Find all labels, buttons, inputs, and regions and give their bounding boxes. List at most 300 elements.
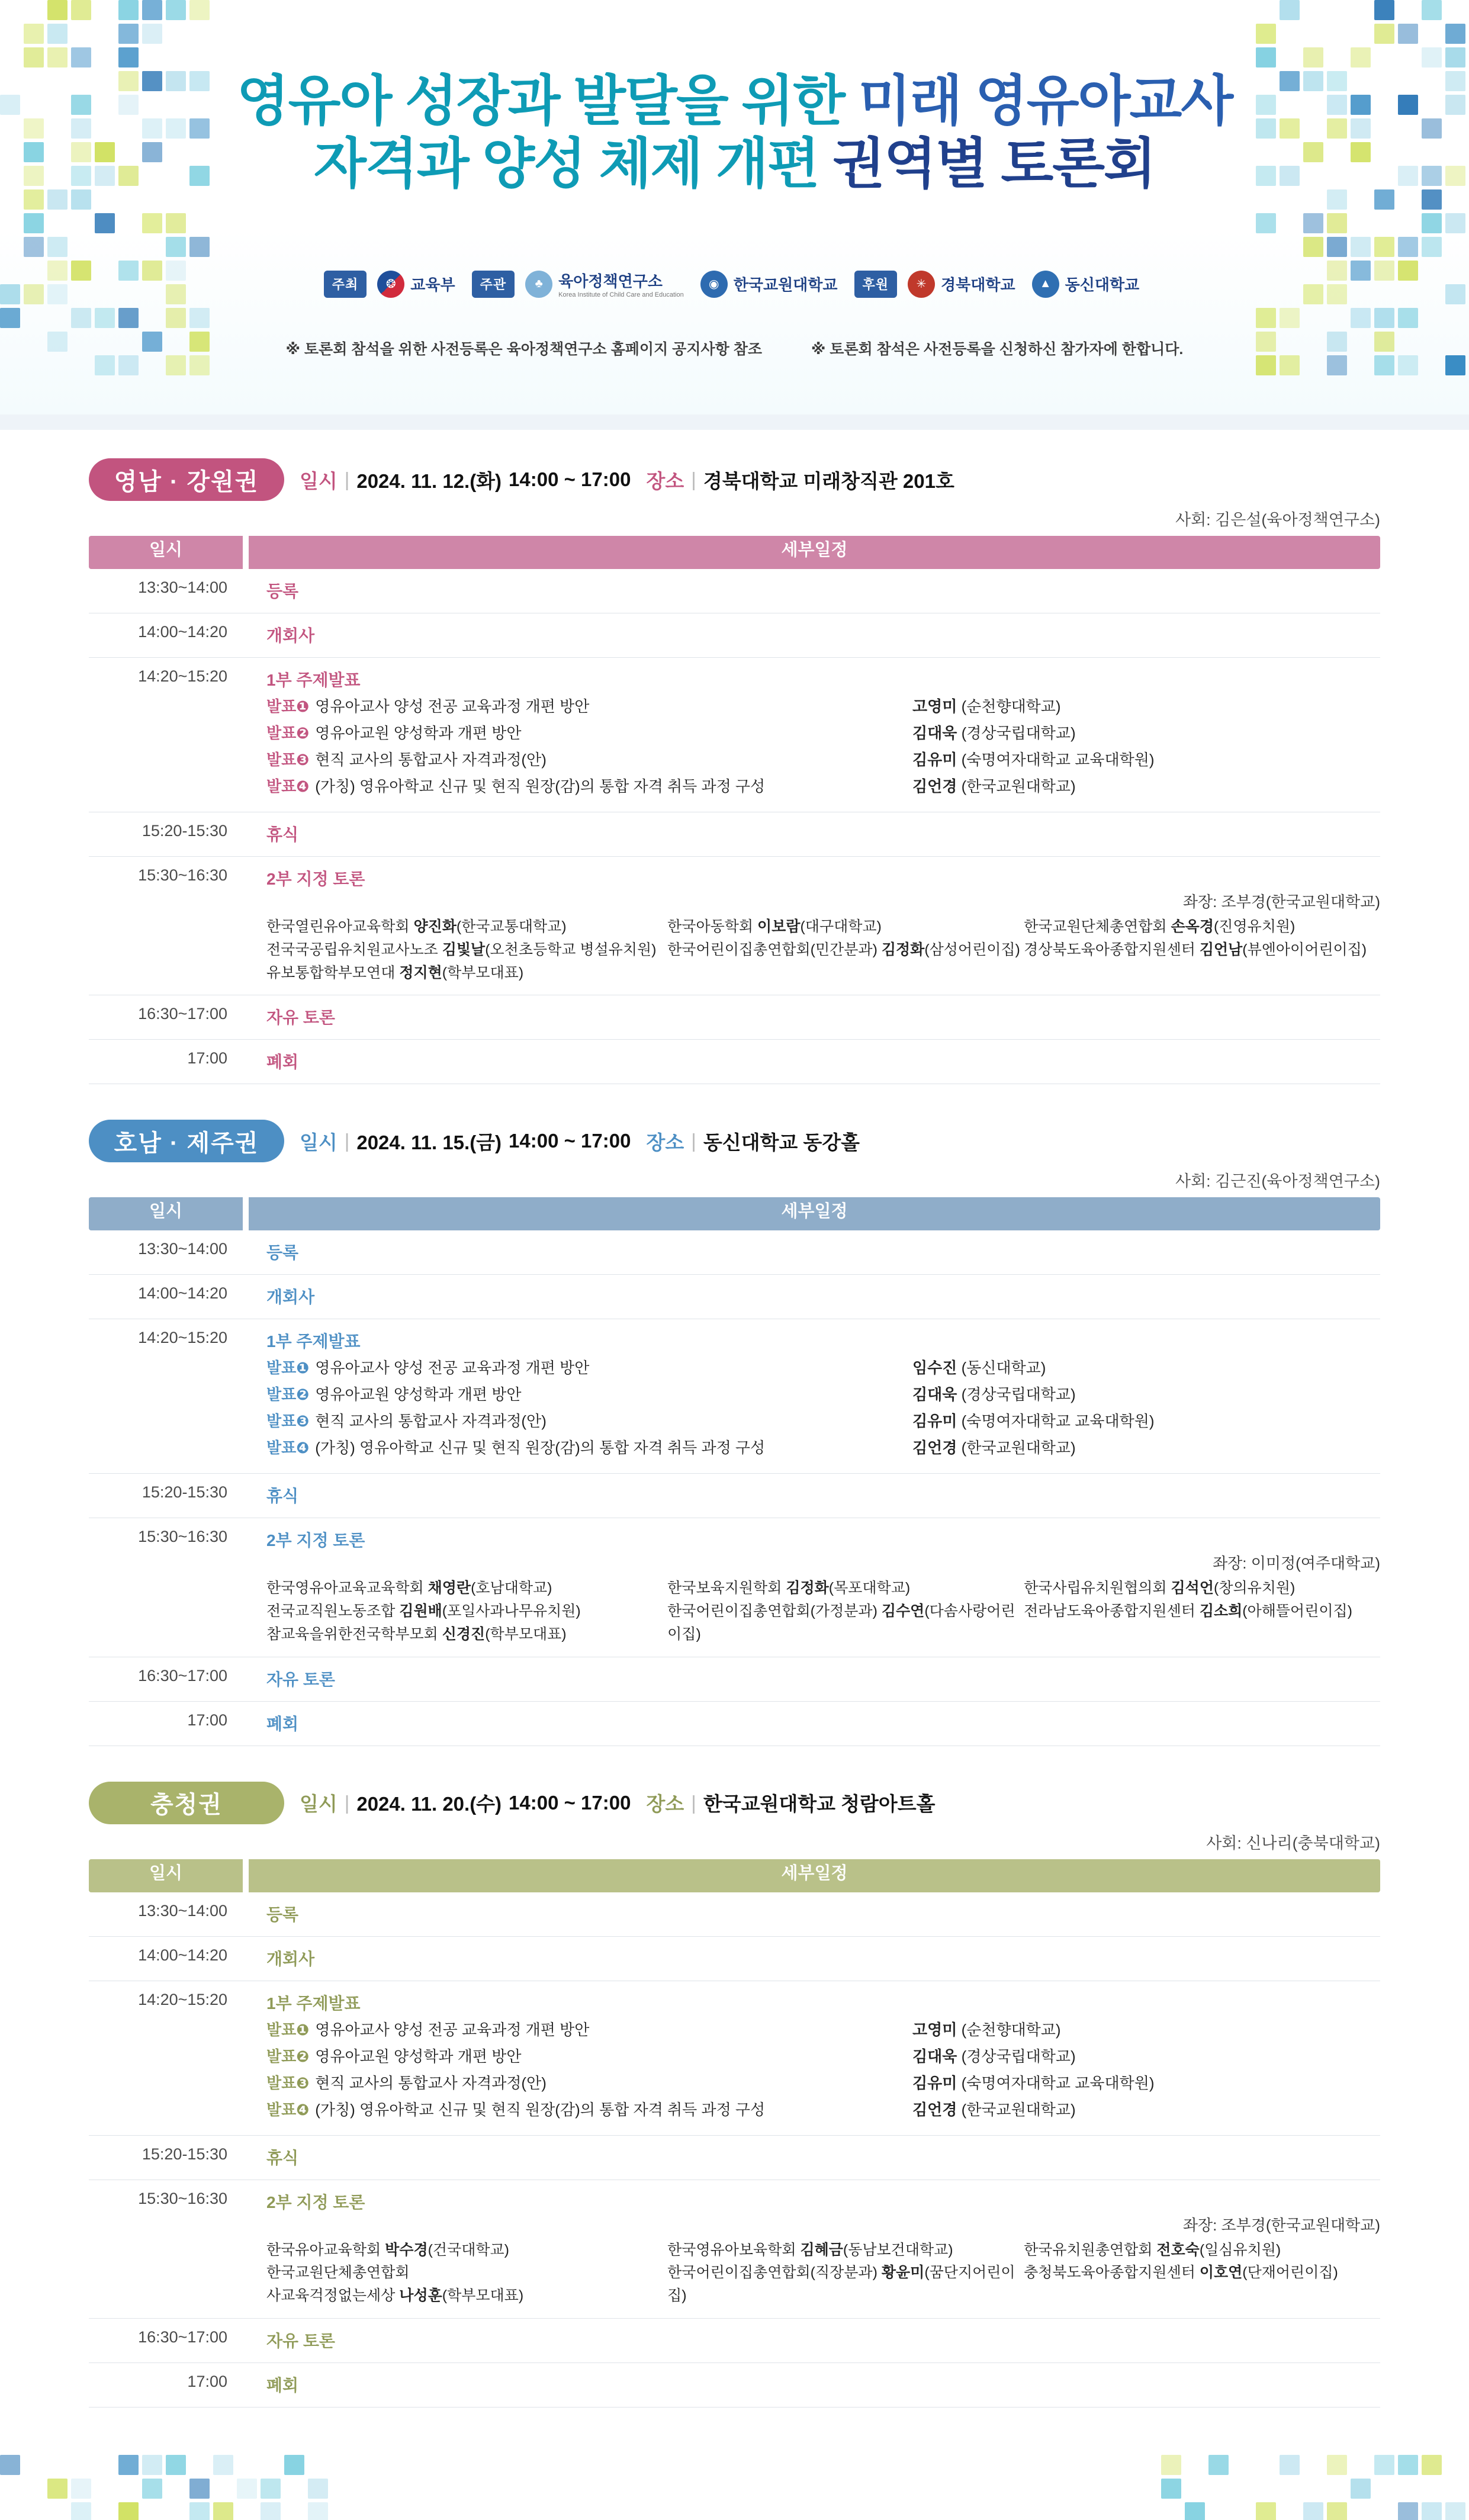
row-spacer (243, 2362, 249, 2407)
row-spacer (243, 1275, 249, 1319)
panelist-affiliation: (다솜사랑어린이집) (667, 1603, 1015, 1642)
organizer-knue (700, 271, 838, 298)
panelist-name: 김수연 (881, 1603, 925, 1619)
panelist-column (667, 915, 1024, 984)
panelist-item (266, 2261, 667, 2284)
row-time: 15:20-15:30 (89, 812, 243, 857)
row-title: 폐회 (266, 2376, 299, 2394)
talk-speaker-name: 김유미 (912, 751, 957, 769)
panelist-name: 나성훈 (399, 2287, 442, 2304)
row-detail (249, 1230, 1380, 1275)
header-cell-spacer (243, 1197, 249, 1230)
panelist-item (667, 1577, 1024, 1600)
row-time: 15:20-15:30 (89, 2135, 243, 2180)
panelist-org: 한국어린이집총연합회(민간분과) (667, 941, 882, 958)
row-detail (249, 1275, 1380, 1319)
row-spacer (243, 613, 249, 658)
knu-logo-icon: ✳ (908, 271, 935, 298)
talk-item (266, 2018, 912, 2040)
session-meta (300, 1127, 860, 1155)
page-title (0, 71, 1469, 197)
talk-speaker-name: 김언경 (912, 1439, 957, 1457)
organizer-kicce (525, 269, 684, 298)
row-detail (249, 613, 1380, 658)
talk-topic: 현직 교사의 통합교사 자격과정(안) (315, 2074, 547, 2092)
row-spacer (243, 812, 249, 857)
talk-speaker-affiliation: (경상국립대학교) (961, 724, 1076, 742)
talk-number: 발표❸ (266, 2074, 310, 2092)
table-row (89, 1936, 1380, 1981)
notice-line (0, 338, 1469, 359)
talk-speaker-row (912, 774, 1380, 796)
panelist-column (1024, 915, 1380, 984)
sponsor1-name: 경북대학교 (941, 276, 1015, 294)
talks-speakers-column (912, 2018, 1380, 2124)
panelist-name: 김언남 (1199, 941, 1243, 958)
talk-item (266, 695, 912, 716)
panelist-org: 사교육걱정없는세상 (266, 2287, 400, 2304)
row-detail (249, 2135, 1380, 2180)
table-row (89, 857, 1380, 995)
talk-speaker-affiliation: (경상국립대학교) (961, 2047, 1076, 2065)
panelist-affiliation: (뷰엔아이어린이집) (1242, 941, 1367, 958)
panelist-item (266, 1577, 667, 1600)
talk-item (266, 1436, 912, 1458)
panelist-item (667, 1600, 1024, 1646)
sponsor-label: 후원 (854, 271, 898, 298)
row-time: 16:30~17:00 (89, 995, 243, 1040)
moe-emblem-icon: ❂ (377, 271, 404, 298)
row-spacer (243, 1230, 249, 1275)
panelist-affiliation: (삼성어린이집) (924, 941, 1020, 958)
talk-item (266, 748, 912, 770)
table-row (89, 2362, 1380, 2407)
panelist-name: 김석언 (1171, 1580, 1214, 1597)
table-header-row (89, 536, 1380, 569)
meta-divider-2: | (691, 1791, 696, 1814)
talk-speaker-name: 김대욱 (912, 1386, 957, 1404)
organizer2-name: 한국교원대학교 (733, 276, 838, 294)
organizer-name-sub: Korea Institute of Child Care and Education (558, 291, 684, 298)
row-spacer (243, 2318, 249, 2362)
panelist-org: 한국유아교육학회 (266, 2241, 385, 2258)
session-moderator: 사회: 김은설(육아정책연구소) (1175, 511, 1380, 529)
panelist-org: 전국국공립유치원교사노조 (266, 941, 442, 958)
panelist-name: 채영란 (427, 1580, 471, 1597)
table-row (89, 812, 1380, 857)
row-title: 개회사 (266, 1288, 315, 1307)
region-badge: 충청권 (89, 1782, 284, 1824)
header-cell-time: 일시 (89, 536, 243, 569)
panelist-affiliation: (학부모대표) (442, 964, 524, 981)
panelist-affiliation: (진영유치원) (1213, 918, 1296, 935)
panelist-name: 김소희 (1199, 1603, 1243, 1619)
talk-speaker-affiliation: (경상국립대학교) (961, 1386, 1076, 1404)
panelist-affiliation: (목포대학교) (828, 1580, 911, 1597)
panelist-org: 참교육을위한전국학부모회 (266, 1625, 442, 1642)
meta-divider-2: | (691, 1130, 696, 1152)
table-row (89, 1319, 1380, 1474)
organizer-label: 주관 (472, 271, 515, 298)
panelist-item (266, 1600, 667, 1623)
session-meta (300, 1789, 936, 1817)
panelist-org: 한국영유아교육교육학회 (266, 1580, 428, 1597)
talk-number: 발표❹ (266, 777, 310, 795)
row-time: 14:00~14:20 (89, 1275, 243, 1319)
talk-number: 발표❶ (266, 698, 310, 715)
header-cell-detail: 세부일정 (249, 1197, 1380, 1230)
row-detail (249, 2180, 1380, 2318)
session-place: 경북대학교 미래창직관 201호 (703, 470, 954, 492)
table-row (89, 569, 1380, 613)
panelist-org: 전국교직원노동조합 (266, 1603, 400, 1619)
talk-number: 발표❶ (266, 2020, 310, 2039)
session-chair: 좌장: 이미정(여주대학교) (1213, 1554, 1380, 1573)
row-time: 17:00 (89, 1040, 243, 1084)
row-title: 1부 주제발표 (266, 1994, 361, 2013)
session-chair: 좌장: 조부경(한국교원대학교) (1182, 893, 1380, 911)
row-time: 14:00~14:20 (89, 613, 243, 658)
header-cell-spacer (243, 536, 249, 569)
row-title: 2부 지정 토론 (266, 2193, 365, 2212)
row-title: 개회사 (266, 626, 315, 645)
panelist-name: 손옥경 (1171, 918, 1214, 935)
organizer-name: 육아정책연구소 (558, 272, 663, 290)
table-row (89, 1474, 1380, 1518)
talk-topic: 영유아교사 양성 전공 교육과정 개편 방안 (315, 1359, 590, 1377)
row-detail (249, 1319, 1380, 1474)
talk-speaker-affiliation: (순천향대학교) (961, 2020, 1061, 2039)
row-title: 2부 지정 토론 (266, 870, 365, 888)
talks-topics-column (266, 1356, 912, 1462)
header-cell-time: 일시 (89, 1197, 243, 1230)
talk-speaker-affiliation: (한국교원대학교) (961, 1439, 1076, 1457)
schedule-table (89, 1859, 1380, 2408)
talk-speaker-row (912, 1436, 1380, 1458)
panelist-item (1024, 2239, 1380, 2262)
host-label: 주최 (324, 271, 367, 298)
panelist-item (266, 1623, 667, 1646)
dsu-logo-icon: ▲ (1032, 271, 1059, 298)
row-time: 14:20~15:20 (89, 658, 243, 812)
date-label: 일시 (300, 1793, 337, 1815)
panelist-org: 한국교원단체총연합회 (1024, 918, 1171, 935)
table-row (89, 1892, 1380, 1937)
panelist-item (266, 915, 667, 938)
title-line2-part1: 자격과 양성 체제 개편 (314, 134, 833, 195)
panelist-affiliation: (대구대학교) (800, 918, 882, 935)
panelist-org: 한국유치원총연합회 (1024, 2241, 1157, 2258)
region-badge: 호남 · 제주권 (89, 1120, 284, 1162)
talk-speaker-row (912, 748, 1380, 770)
panelist-name: 박수경 (385, 2241, 428, 2258)
panelist-affiliation: (학부모대표) (485, 1625, 567, 1642)
row-spacer (243, 1518, 249, 1657)
notice-text-2: ※ 토론회 참석은 사전등록을 신청하신 참가자에 한합니다. (811, 341, 1184, 358)
talk-speaker-name: 김대욱 (912, 2047, 957, 2065)
talks-topics-column (266, 695, 912, 801)
panelist-column (266, 915, 667, 984)
panelist-affiliation: (한국교통대학교) (456, 918, 567, 935)
header-cell-detail: 세부일정 (249, 536, 1380, 569)
panelist-org: 한국교원단체총연합회 (266, 2264, 410, 2281)
session-place: 한국교원대학교 청람아트홀 (703, 1793, 936, 1815)
session-header (89, 458, 1380, 501)
row-spacer (243, 1892, 249, 1937)
place-label: 장소 (646, 470, 684, 492)
panelist-name: 황윤미 (881, 2264, 925, 2281)
session-time: 14:00 ~ 17:00 (509, 1791, 631, 1814)
panelist-name: 김빛날 (442, 941, 486, 958)
talk-speaker-name: 김언경 (912, 777, 957, 795)
talk-speaker-name: 김유미 (912, 1412, 957, 1431)
talk-speaker-name: 고영미 (912, 2020, 957, 2039)
row-title: 자유 토론 (266, 2331, 335, 2350)
talk-number: 발표❷ (266, 1386, 310, 1404)
meta-divider-1: | (344, 1130, 350, 1152)
panelist-name: 김원배 (399, 1603, 442, 1619)
panelist-affiliation: (일심유치원) (1199, 2241, 1281, 2258)
panelist-item (1024, 1577, 1380, 1600)
panelist-item (266, 2284, 667, 2307)
row-spacer (243, 2135, 249, 2180)
row-title: 폐회 (266, 1053, 299, 1072)
panelist-org: 유보통합학부모연대 (266, 964, 400, 981)
talk-topic: (가칭) 영유아학교 신규 및 현직 원장(감)의 통합 자격 취득 과정 구성 (315, 777, 766, 795)
panelist-affiliation: (아해뜰어린이집) (1242, 1603, 1352, 1619)
panelist-org: 한국열린유아교육학회 (266, 918, 414, 935)
panelist-affiliation: (창의유치원) (1213, 1580, 1296, 1597)
panelists-grid (266, 1577, 1380, 1645)
panelist-item (266, 962, 667, 985)
row-time: 14:20~15:20 (89, 1319, 243, 1474)
row-detail (249, 1474, 1380, 1518)
row-time: 15:30~16:30 (89, 1518, 243, 1657)
row-title: 1부 주제발표 (266, 1332, 361, 1351)
panelist-name: 이호연 (1199, 2264, 1243, 2281)
talk-topic: 영유아교사 양성 전공 교육과정 개편 방안 (315, 698, 590, 715)
table-header-row (89, 1859, 1380, 1892)
place-label: 장소 (646, 1793, 684, 1815)
sessions-container (0, 458, 1469, 2408)
table-row (89, 1518, 1380, 1657)
panelist-item (667, 938, 1024, 962)
row-spacer (243, 1981, 249, 2135)
table-row (89, 1230, 1380, 1275)
talk-item (266, 774, 912, 796)
panelist-name: 전호숙 (1156, 2241, 1200, 2258)
panelist-name: 양진화 (413, 918, 457, 935)
row-title: 등록 (266, 1905, 299, 1924)
talks-grid (266, 695, 1380, 801)
row-spacer (243, 1319, 249, 1474)
talk-topic: 현직 교사의 통합교사 자격과정(안) (315, 751, 547, 769)
talk-number: 발표❸ (266, 1412, 310, 1431)
panelist-item (1024, 1600, 1380, 1623)
sponsor-dsu (1032, 271, 1140, 298)
title-line1-part2: 미래 영유아교사 (858, 71, 1233, 131)
table-row (89, 1657, 1380, 1701)
row-detail (249, 1040, 1380, 1084)
kicce-logo-icon: ♣ (525, 271, 552, 298)
table-row (89, 2318, 1380, 2362)
session-moderator: 사회: 김근진(육아정책연구소) (1175, 1172, 1380, 1191)
talk-speaker-affiliation: (한국교원대학교) (961, 2100, 1076, 2119)
talk-speaker-name: 김대욱 (912, 724, 957, 742)
talk-speaker-row (912, 1409, 1380, 1431)
session-time: 14:00 ~ 17:00 (509, 1130, 631, 1152)
panelist-name: 김정화 (786, 1580, 829, 1597)
talk-number: 발표❹ (266, 1439, 310, 1457)
panelist-name: 정지현 (399, 964, 442, 981)
talk-topic: 영유아교원 양성학과 개편 방안 (315, 724, 522, 742)
row-spacer (243, 569, 249, 613)
row-detail (249, 658, 1380, 812)
panelist-affiliation: (꿈단지어린이집) (667, 2264, 1015, 2304)
row-time: 14:20~15:20 (89, 1981, 243, 2135)
row-time: 15:30~16:30 (89, 2180, 243, 2318)
panelist-org: 한국보육지원학회 (667, 1580, 786, 1597)
row-title: 휴식 (266, 1487, 299, 1506)
table-row (89, 1275, 1380, 1319)
region-badge: 영남 · 강원권 (89, 458, 284, 501)
panelists-grid (266, 2239, 1380, 2307)
talk-item (266, 1383, 912, 1404)
row-detail (249, 812, 1380, 857)
talk-speaker-name: 김언경 (912, 2100, 957, 2119)
talk-speaker-affiliation: (숙명여자대학교 교육대학원) (961, 751, 1155, 769)
talks-grid (266, 1356, 1380, 1462)
row-detail (249, 2318, 1380, 2362)
title-line1-part1: 영유아 성장과 발달을 위한 (236, 71, 859, 131)
knue-logo-icon: ◉ (700, 271, 728, 298)
date-label: 일시 (300, 470, 337, 492)
talk-item (266, 2098, 912, 2120)
row-time: 15:30~16:30 (89, 857, 243, 995)
place-label: 장소 (646, 1131, 684, 1153)
panelist-column (266, 2239, 667, 2307)
talks-grid (266, 2018, 1380, 2124)
talk-speaker-row (912, 2018, 1380, 2040)
row-title: 1부 주제발표 (266, 671, 361, 689)
row-spacer (243, 1040, 249, 1084)
panelist-affiliation: (호남대학교) (471, 1580, 552, 1597)
panelist-item (266, 2239, 667, 2262)
row-detail (249, 1657, 1380, 1701)
talk-item (266, 1356, 912, 1378)
panelist-org: 한국어린이집총연합회(직장분과) (667, 2264, 882, 2281)
schedule-table (89, 1197, 1380, 1746)
talk-speaker-row (912, 695, 1380, 716)
session-date: 2024. 11. 15.(금) (356, 1131, 502, 1153)
panelist-affiliation: (동남보건대학교) (843, 2241, 953, 2258)
panelist-item (1024, 938, 1380, 962)
table-row (89, 1981, 1380, 2135)
header-divider (0, 414, 1469, 430)
talk-number: 발표❶ (266, 1359, 310, 1377)
panelist-affiliation: (학부모대표) (442, 2287, 524, 2304)
row-spacer (243, 1474, 249, 1518)
panelist-name: 김정화 (881, 941, 925, 958)
talks-speakers-column (912, 695, 1380, 801)
row-title: 자유 토론 (266, 1008, 335, 1027)
header-cell-time: 일시 (89, 1859, 243, 1892)
table-row (89, 995, 1380, 1040)
panelist-name: 이보람 (757, 918, 801, 935)
row-time: 14:00~14:20 (89, 1936, 243, 1981)
session-place: 동신대학교 동강홀 (703, 1131, 860, 1153)
row-detail (249, 995, 1380, 1040)
sponsor-knu (908, 271, 1015, 298)
row-title: 휴식 (266, 825, 299, 844)
talks-topics-column (266, 2018, 912, 2124)
session-chair: 좌장: 조부경(한국교원대학교) (1182, 2216, 1380, 2234)
row-detail (249, 1936, 1380, 1981)
session-header (89, 1120, 1380, 1162)
panelist-org: 한국어린이집총연합회(가정분과) (667, 1603, 882, 1619)
table-row (89, 613, 1380, 658)
row-time: 17:00 (89, 1701, 243, 1746)
row-time: 15:20-15:30 (89, 1474, 243, 1518)
panelist-column (1024, 2239, 1380, 2307)
panelist-item (1024, 2261, 1380, 2284)
table-row (89, 1701, 1380, 1746)
talk-speaker-name: 임수진 (912, 1359, 957, 1377)
panelist-org: 경상북도육아종합지원센터 (1024, 941, 1200, 958)
panelist-affiliation: (건국대학교) (427, 2241, 510, 2258)
session-block (89, 1120, 1380, 1746)
session-moderator: 사회: 신나리(충북대학교) (1206, 1834, 1380, 1852)
meta-divider-1: | (344, 468, 350, 490)
talk-number: 발표❸ (266, 751, 310, 769)
panelist-name: 신경진 (442, 1625, 486, 1642)
decorative-footer (0, 2449, 1469, 2520)
row-spacer (243, 995, 249, 1040)
panelist-column (1024, 1577, 1380, 1645)
panelist-column (667, 2239, 1024, 2307)
panelist-org: 충청북도육아종합지원센터 (1024, 2264, 1200, 2281)
panelist-affiliation: (단재어린이집) (1242, 2264, 1338, 2281)
host-organization (377, 271, 455, 298)
row-spacer (243, 1657, 249, 1701)
sponsor2-name: 동신대학교 (1065, 276, 1140, 294)
panelist-affiliation: (포일사과나무유치원) (442, 1603, 581, 1619)
row-spacer (243, 1701, 249, 1746)
talk-topic: (가칭) 영유아학교 신규 및 현직 원장(감)의 통합 자격 취득 과정 구성 (315, 2100, 766, 2119)
panelist-org: 한국아동학회 (667, 918, 758, 935)
panelist-org: 한국사립유치원협의회 (1024, 1580, 1171, 1597)
talk-speaker-affiliation: (숙명여자대학교 교육대학원) (961, 1412, 1155, 1431)
table-row (89, 2180, 1380, 2318)
table-row (89, 1040, 1380, 1084)
talk-speaker-row (912, 1383, 1380, 1404)
row-time: 17:00 (89, 2362, 243, 2407)
panelist-item (667, 2239, 1024, 2262)
row-time: 13:30~14:00 (89, 1230, 243, 1275)
talk-topic: 영유아교원 양성학과 개편 방안 (315, 2047, 522, 2065)
talk-speaker-affiliation: (순천향대학교) (961, 698, 1061, 715)
row-time: 13:30~14:00 (89, 1892, 243, 1937)
talks-speakers-column (912, 1356, 1380, 1462)
talk-item (266, 2045, 912, 2066)
row-spacer (243, 1936, 249, 1981)
talk-topic: 영유아교원 양성학과 개편 방안 (315, 1386, 522, 1404)
session-date: 2024. 11. 20.(수) (356, 1793, 502, 1815)
title-line2-part2: 권역별 토론회 (832, 134, 1155, 195)
row-detail (249, 857, 1380, 995)
row-title: 2부 지정 토론 (266, 1531, 365, 1550)
row-spacer (243, 658, 249, 812)
